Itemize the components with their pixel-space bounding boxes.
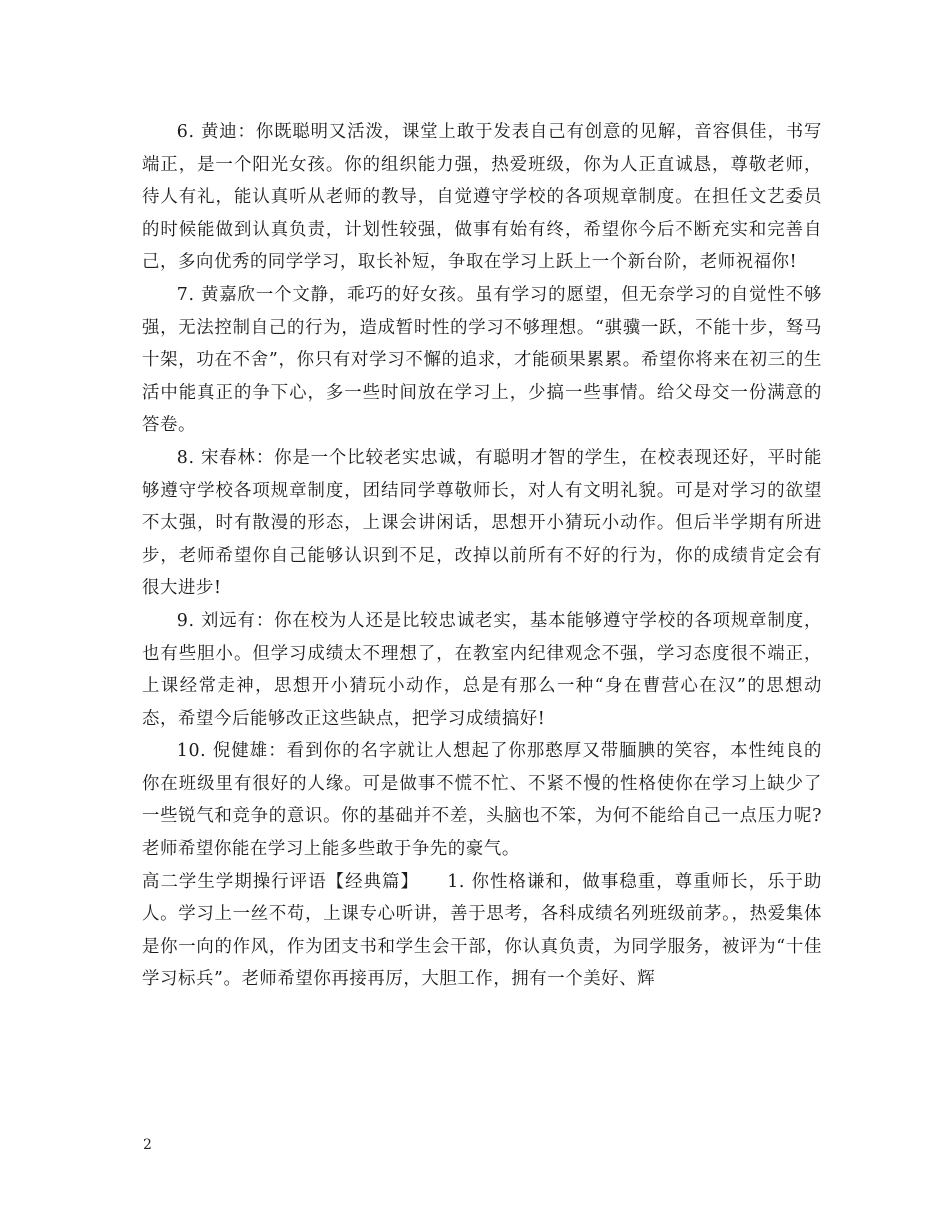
paragraph-8-song-chunlin: 8. 宋春林：你是一个比较老实忠诚，有聪明才智的学生，在校表现还好，平时能够遵守学校各项规章制度，团结同学尊敬师长，对人有文明礼貌。可是对学习的欲望不太强，时有散漫的形态，上课会讲闲话，思想开小猜玩小动作。但后半学期有所进步，老师希望你自己能够认识到不足，改掉以前所有不好的行为，你的成绩肯定会有很大进步! bbox=[142, 447, 822, 599]
paragraph-9-liu-yuanyou: 9. 刘远有：你在校为人还是比较忠诚老实，基本能够遵守学校的各项规章制度，也有些胆小。但学习成绩太不理想了，在教室内纪律观念不强，学习态度很不端正，上课经常走神，思想开小猜玩小动作，总是有那么一种“身在曹营心在汉”的思想动态，希望今后能够改正这些缺点，把学习成绩搞好! bbox=[142, 610, 822, 729]
paragraph-6-huang-di: 6. 黄迪：你既聪明又活泼，课堂上敢于发表自己有创意的见解，音容俱佳，书写端正，是一个阳光女孩。你的组织能力强，热爱班级，你为人正直诚恳，尊敬老师，待人有礼，能认真听从老师的教导，自觉遵守学校的各项规章制度。在担任文艺委员的时候能做到认真负责，计划性较强，做事有始有终，希望你今后不断充实和完善自己，多向优秀的同学学习，取长补短，争取在学习上跃上一个新台阶，老师祝福你! bbox=[142, 122, 822, 273]
section-heading-paragraph: 高二学生学期操行评语【经典篇】 1. 你性格谦和，做事稳重，尊重师长，乐于助人。学习上一丝不苟，上课专心听讲，善于思考，各科成绩名列班级前茅。，热爱集体是你一向的作风，作为团支书和学生会干部，你认真负责，为同学服务，被评为“十佳学习标兵”。老师希望你再接再厉，大胆工作，拥有一个美好、辉 bbox=[142, 871, 822, 990]
paragraph-10-ni-jianxiong: 10. 倪健雄：看到你的名字就让人想起了你那憨厚又带腼腆的笑容，本性纯良的你在班级里有很好的人缘。可是做事不慌不忙、不紧不慢的性格使你在学习上缺少了一些锐气和竞争的意识。你的基础并不差，头脑也不笨，为何不能给自己一点压力呢?老师希望你能在学习上能多些敢于争先的豪气。 bbox=[142, 741, 822, 860]
page-number: 2 bbox=[143, 1137, 152, 1153]
paragraph-7-huang-jiaxin: 7. 黄嘉欣一个文静，乖巧的好女孩。虽有学习的愿望，但无奈学习的自觉性不够强，无法控制自己的行为，造成暂时性的学习不够理想。“骐骥一跃，不能十步，驽马十架，功在不舍”，你只有对学习不懈的追求，才能硕果累累。希望你将来在初三的生活中能真正的争下心，多一些时间放在学习上，少搞一些事情。给父母交一份满意的答卷。 bbox=[142, 284, 822, 436]
document-body bbox=[142, 116, 822, 996]
